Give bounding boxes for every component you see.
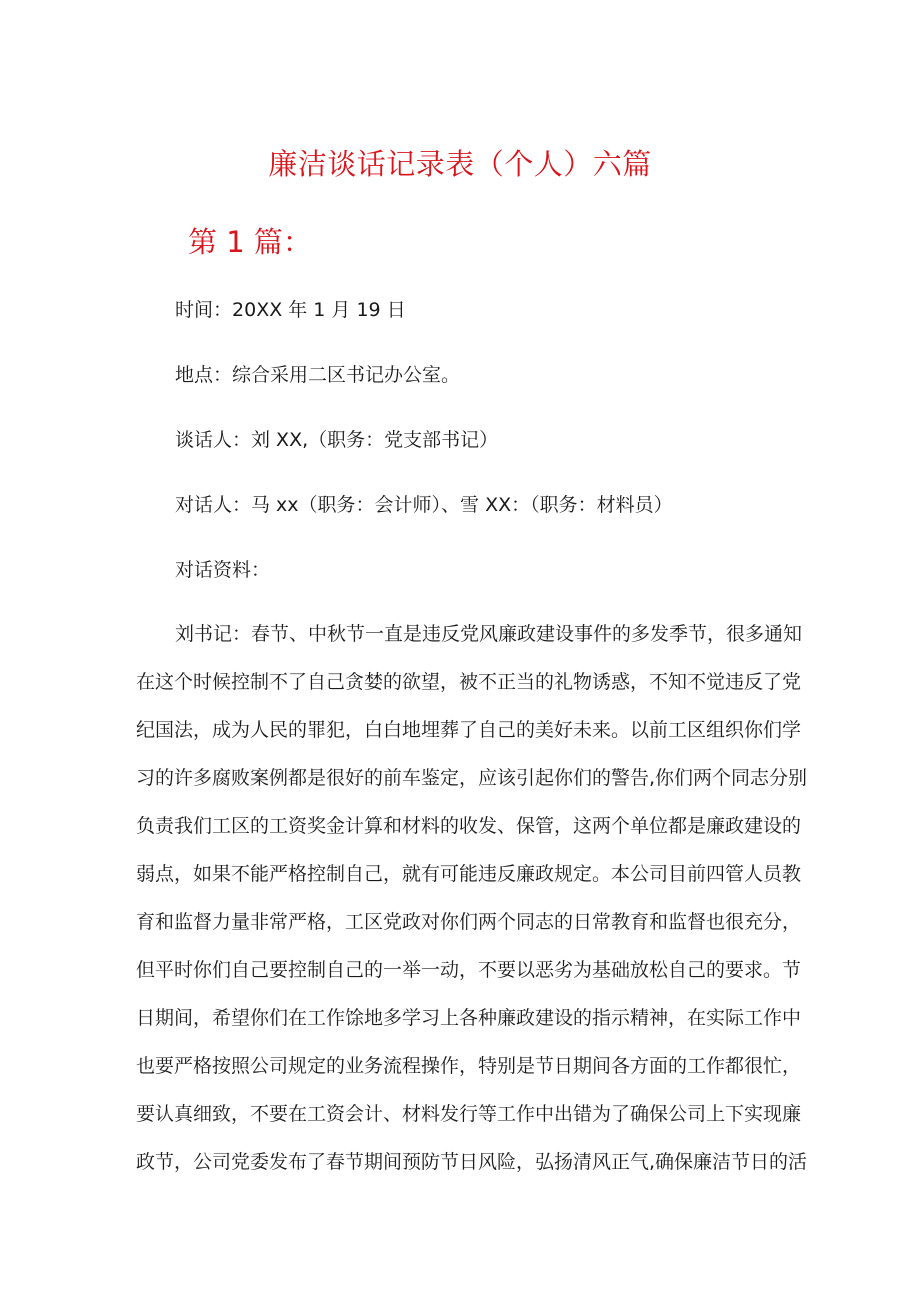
body-line: 弱点，如果不能严格控制自己，就有可能违反廉政规定。本公司目前四管人员教 — [136, 863, 802, 885]
section-heading: 第 1 篇： — [188, 225, 312, 259]
body-line: 日期间，希望你们在工作馀地多学习上各种廉政建设的指示精神，在实际工作中 — [136, 1007, 802, 1029]
record-content-label: 对话资料： — [175, 559, 271, 581]
body-line: 刘书记：春节、中秋节一直是违反党风廉政建设事件的多发季节，很多通知 — [175, 623, 803, 645]
record-time — [175, 295, 406, 325]
body-line: 育和监督力量非常严格，工区党政对你们两个同志的日常教育和监督也很充分， — [136, 911, 802, 933]
body-line: 但平时你们自己要控制自己的一举一动，不要以恶劣为基础放松自己的要求。节 — [136, 959, 802, 981]
record-speaker — [175, 425, 498, 455]
body-line: 习的许多腐败案例都是很好的前车鉴定，应该引起你们的警告,你们两个同志分别 — [136, 767, 808, 789]
record-place — [175, 360, 460, 390]
record-place-value: 综合采用二区书记办公室。 — [232, 364, 461, 386]
record-time-value: 20XX 年 1 月 19 日 — [232, 299, 406, 321]
record-speaker-value: 刘 XX,（职务：党支部书记） — [251, 429, 499, 451]
body-line: 要认真细致，不要在工资会计、材料发行等工作中出错为了确保公司上下实现廉 — [136, 1103, 802, 1125]
body-line: 也要严格按照公司规定的业务流程操作，特别是节日期间各方面的工作都很忙， — [136, 1055, 802, 1077]
body-line: 在这个时候控制不了自己贪婪的欲望，被不正当的礼物诱惑，不知不觉违反了党 — [136, 671, 802, 693]
body-line: 负责我们工区的工资奖金计算和材料的收发、保管，这两个单位都是廉政建设的 — [136, 815, 802, 837]
document-title: 廉洁谈话记录表（个人）六篇 — [268, 147, 652, 181]
record-speaker-label: 谈话人： — [175, 429, 252, 451]
record-time-label: 时间： — [175, 299, 233, 321]
record-place-label: 地点： — [175, 364, 233, 386]
record-listener-label: 对话人： — [175, 494, 252, 516]
record-listener-value: 马 xx（职务：会计师）、雪 XX：（职务：材料员） — [251, 494, 673, 516]
record-listener — [175, 490, 673, 520]
body-line: 政节，公司党委发布了春节期间预防节日风险，弘扬清风正气,确保廉洁节日的活 — [136, 1151, 808, 1173]
body-line: 纪国法，成为人民的罪犯，白白地埋葬了自己的美好未来。以前工区组织你们学 — [136, 719, 802, 741]
